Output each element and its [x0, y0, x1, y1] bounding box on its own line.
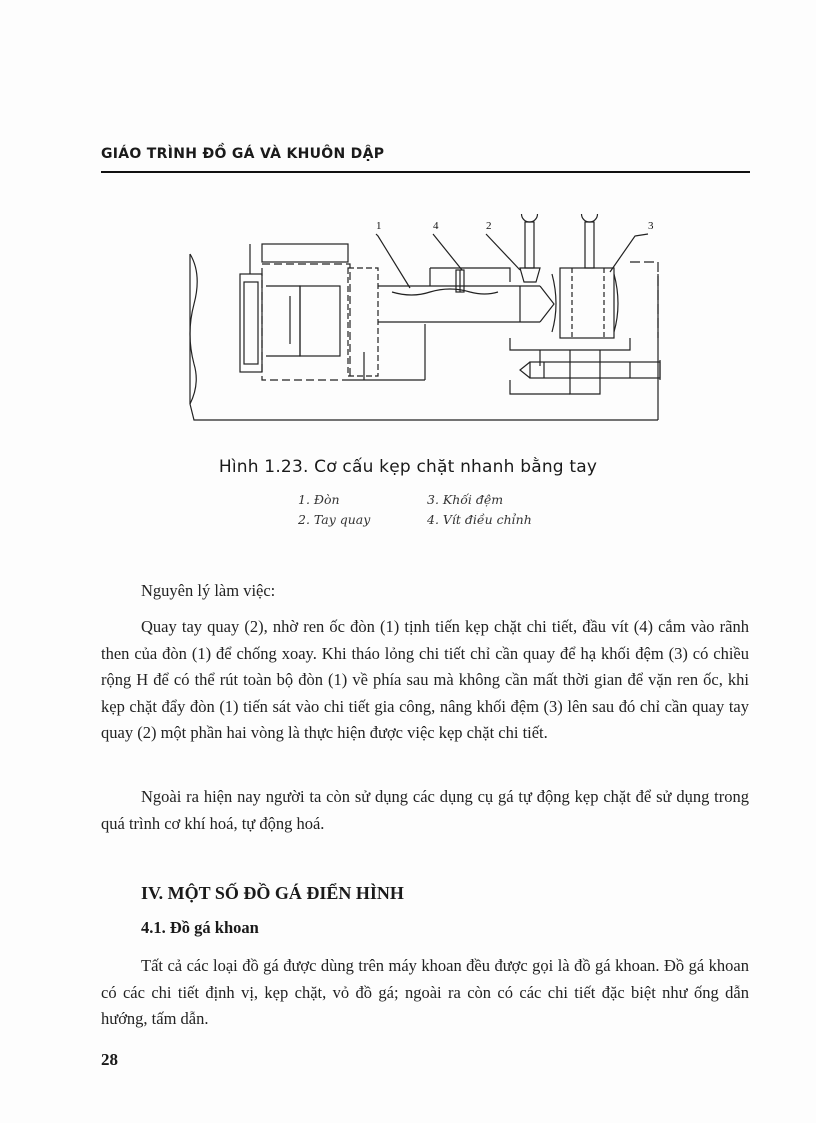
figure-caption: Hình 1.23. Cơ cấu kẹp chặt nhanh bằng tay: [218, 457, 598, 477]
legend-item: 2. Tay quay: [298, 512, 371, 527]
principle-title: Nguyên lý làm việc:: [141, 581, 276, 600]
section-title: IV. MỘT SỐ ĐỒ GÁ ĐIỂN HÌNH: [141, 883, 404, 903]
clamp-mechanism-drawing: [180, 214, 680, 429]
figure-legend-right: [427, 490, 532, 530]
page-number: 28: [101, 1050, 118, 1069]
callout-3: 3: [648, 220, 654, 232]
paragraph: Tất cả các loại đồ gá được dùng trên máy khoan đều được gọi là đồ gá khoan. Đồ gá khoan có các chi tiết định vị, kẹp chặt, vỏ đồ gá; ngoài ra còn có các chi tiết đặc biệt như ống dẫn hướng, tấm dẫn.: [101, 956, 749, 1028]
header-rule: [101, 171, 750, 173]
callout-1: 1: [376, 220, 382, 232]
callout-2: 2: [486, 220, 492, 232]
figure-legend-left: [298, 490, 370, 530]
page-header-title: GIÁO TRÌNH ĐỒ GÁ VÀ KHUÔN DẬP: [101, 146, 385, 162]
legend-item: 1. Đòn: [298, 492, 340, 507]
paragraph: Quay tay quay (2), nhờ ren ốc đòn (1) tịnh tiến kẹp chặt chi tiết, đầu vít (4) cắm vào rãnh then của đòn (1) để chống xoay. Khi tháo lỏng chi tiết chỉ cần quay để hạ khối đệm (3) có chiều rộng H để có thể rút toàn bộ đòn (1) về phía sau mà không cần mất thời gian để vặn ren ốc, khi kẹp chặt đẩy đòn (1) tiến sát vào chi tiết gia công, nâng khối đệm (3) lên sau đó chỉ cần quay tay quay (2) một phần hai vòng là thực hiện được việc kẹp chặt chi tiết.: [101, 617, 749, 742]
legend-item: 4. Vít điều chỉnh: [427, 512, 532, 527]
legend-item: 3. Khối đệm: [427, 492, 504, 507]
paragraph: Ngoài ra hiện nay người ta còn sử dụng các dụng cụ gá tự động kẹp chặt để sử dụng trong quá trình cơ khí hoá, tự động hoá.: [101, 787, 749, 833]
callout-4: 4: [433, 220, 439, 232]
subsection-title: 4.1. Đồ gá khoan: [141, 918, 259, 937]
